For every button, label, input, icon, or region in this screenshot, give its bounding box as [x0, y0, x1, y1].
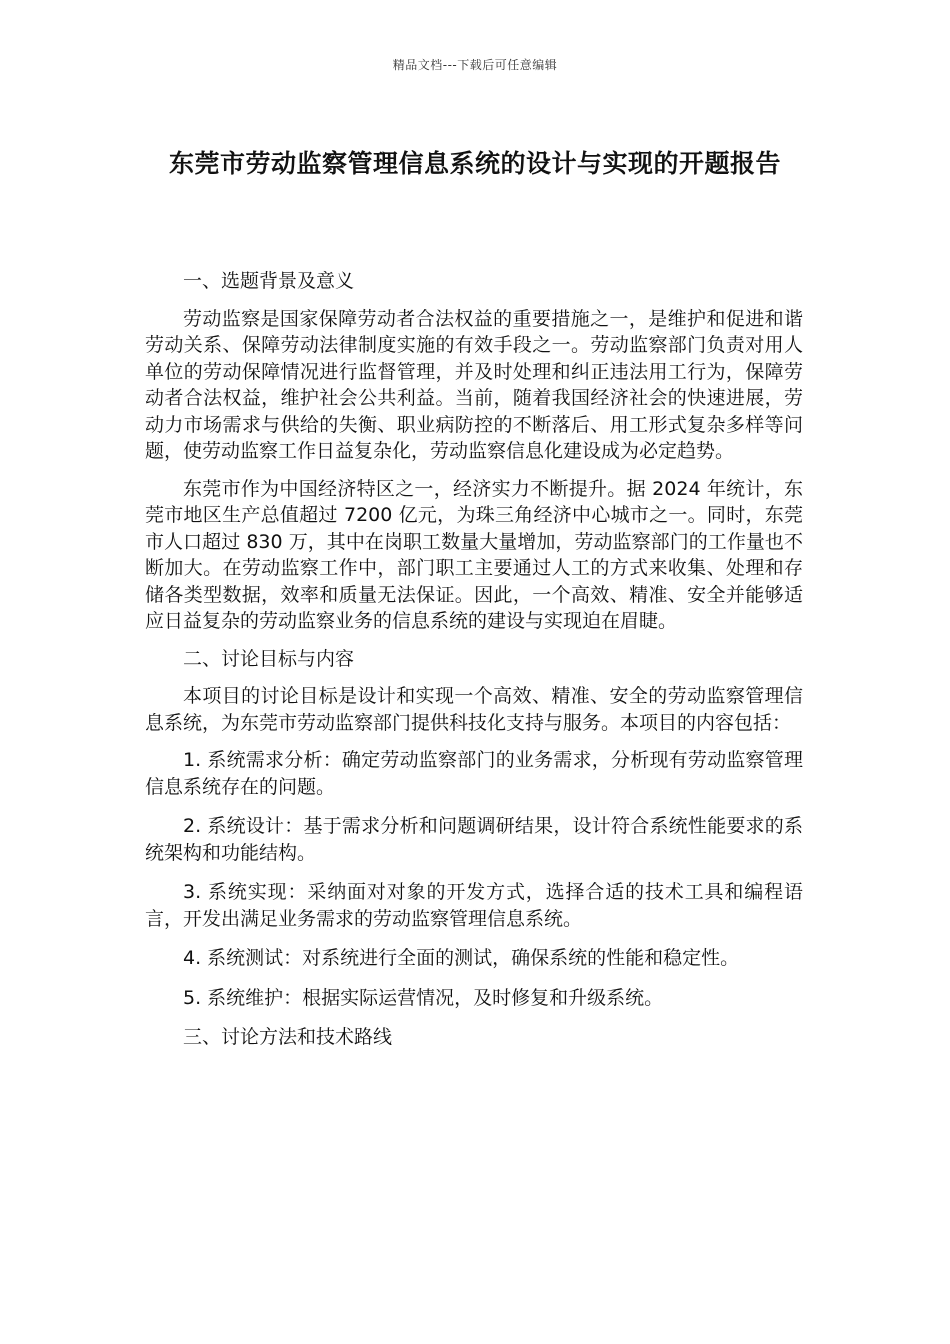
list-item-implementation: 3. 系统实现：采纳面对对象的开发方式，选择合适的技术工具和编程语言，开发出满足业务需求的劳动监察管理信息系统。	[145, 881, 803, 930]
list-item-design: 2. 系统设计：基于需求分析和问题调研结果，设计符合系统性能要求的系统架构和功能结构。	[145, 815, 803, 864]
section-heading-goals: 二、讨论目标与内容	[183, 647, 355, 670]
header-note: 精品文档---下载后可任意编辑	[392, 58, 558, 72]
paragraph-goals-intro: 本项目的讨论目标是设计和实现一个高效、精准、安全的劳动监察管理信息系统，为东莞市劳动监察部门提供科技化支持与服务。本项目的内容包括：	[145, 685, 803, 734]
section-heading-methods: 三、讨论方法和技术路线	[183, 1026, 393, 1048]
paragraph-background-1: 劳动监察是国家保障劳动者合法权益的重要措施之一，是维护和促进和谐劳动关系、保障劳动法律制度实施的有效手段之一。劳动监察部门负责对用人单位的劳动保障情况进行监督管理，并及时处理和纠正违法用工行为，保障劳动者合法权益，维护社会公共利益。当前，随着我国经济社会的快速进展，劳动力市场需求与供给的失衡、职业病防控的不断落后、用工形式复杂多样等问题，使劳动监察工作日益复杂化，劳动监察信息化建设成为必定趋势。	[145, 307, 803, 462]
list-item-maintenance: 5. 系统维护：根据实际运营情况，及时修复和升级系统。	[183, 986, 664, 1009]
document-body	[145, 268, 803, 1062]
list-item-requirements: 1. 系统需求分析：确定劳动监察部门的业务需求，分析现有劳动监察管理信息系统存在的问题。	[145, 749, 803, 798]
paragraph-background-2: 东莞市作为中国经济特区之一，经济实力不断提升。据 2024 年统计，东莞市地区生产总值超过 7200 亿元，为珠三角经济中心城市之一。同时，东莞市人口超过 830 万，其中在岗职工数量大量增加，劳动监察部门的工作量也不断加大。在劳动监察工作中，部门职工主要通过人工的方式来收集、处理和存储各类型数据，效率和质量无法保证。因此，一个高效、精准、安全并能够适应日益复杂的劳动监察业务的信息系统的建设与实现迫在眉睫。	[145, 477, 803, 632]
section-heading-background: 一、选题背景及意义	[183, 270, 355, 292]
document-title: 东莞市劳动监察管理信息系统的设计与实现的开题报告	[168, 149, 781, 178]
list-item-testing: 4. 系统测试：对系统进行全面的测试，确保系统的性能和稳定性。	[183, 947, 740, 969]
